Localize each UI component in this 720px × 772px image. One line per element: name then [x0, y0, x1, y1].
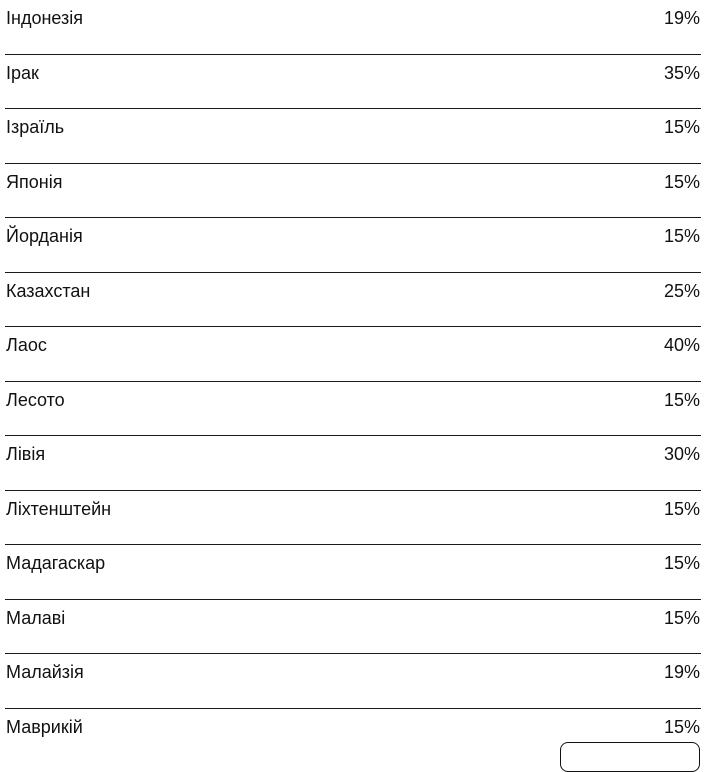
- tariff-value: 15%: [663, 498, 700, 519]
- tariff-table: [5, 0, 701, 763]
- tariff-value: 40%: [663, 335, 700, 355]
- tariff-value: 15%: [663, 389, 700, 410]
- country-name: Ліхтенштейн: [6, 498, 112, 519]
- table-row: [5, 273, 701, 328]
- table-row: [5, 164, 701, 219]
- tariff-value: 15%: [663, 117, 700, 137]
- country-name: Лаос: [6, 335, 47, 355]
- country-name: Лівія: [6, 444, 46, 464]
- table-row: [5, 491, 701, 546]
- tariff-value: 25%: [663, 280, 700, 301]
- country-name: Лесото: [6, 389, 65, 410]
- table-row: [5, 218, 701, 273]
- table-row: [5, 0, 701, 55]
- country-name: Маврикій: [6, 716, 83, 737]
- table-row: [5, 436, 701, 491]
- country-name: Малаві: [6, 607, 66, 628]
- tariff-value: 35%: [663, 62, 700, 83]
- country-name: Малайзія: [6, 662, 84, 682]
- tariff-value: 15%: [663, 607, 700, 628]
- table-row: [5, 600, 701, 655]
- tariff-value: 15%: [663, 553, 700, 573]
- table-row: [5, 382, 701, 437]
- country-name: Йорданія: [6, 226, 83, 246]
- tariff-value: 30%: [663, 444, 700, 464]
- show-more-button[interactable]: [560, 742, 700, 772]
- table-row: [5, 55, 701, 110]
- country-name: Японія: [6, 171, 63, 192]
- tariff-value: 19%: [663, 662, 700, 682]
- country-name: Мадагаскар: [6, 553, 106, 573]
- tariff-value: 15%: [663, 716, 700, 737]
- table-row: [5, 109, 701, 164]
- table-row: [5, 545, 701, 600]
- tariff-value: 15%: [663, 171, 700, 192]
- table-row: [5, 327, 701, 382]
- table-row: [5, 654, 701, 709]
- country-name: Казахстан: [6, 280, 91, 301]
- tariff-value: 19%: [663, 8, 700, 28]
- tariff-value: 15%: [663, 226, 700, 246]
- country-name: Індонезія: [6, 8, 84, 28]
- country-name: Ірак: [6, 62, 39, 83]
- country-name: Ізраїль: [6, 117, 65, 137]
